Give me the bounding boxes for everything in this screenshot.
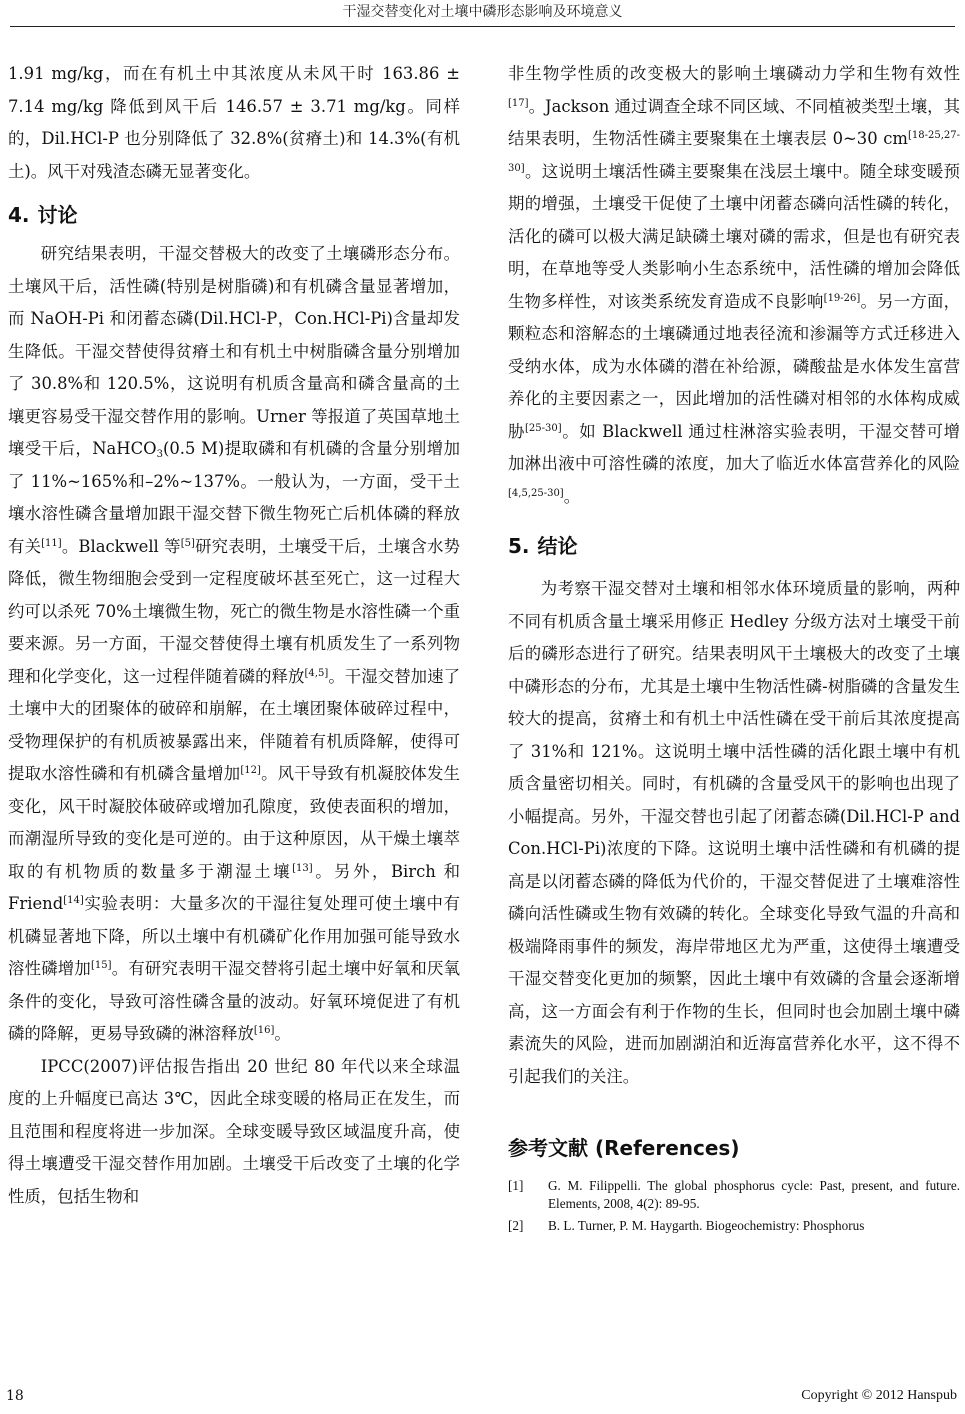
citation: [15] — [90, 960, 112, 971]
text-run: 。另外，Birch 和 Friend — [8, 861, 461, 913]
text-run: 。有研究表明干湿交替将引起土壤中好氧和厌氧条件的变化，导致可溶性磷含量的波动。好氧环境促进了有机磷的降解，更易导致磷的淋溶释放 — [8, 959, 461, 1043]
intro-paragraph: 1.91 mg/kg，而在有机土中其浓度从未风干时 163.86 ± 7.14 mg/kg 降低到风干后 146.57 ± 3.71 mg/kg。同样的，Dil.HCl-P 也分别降低了 32.8%(贫瘠土)和 14.3%(有机土)。风干对残渣态磷无显著变化。 — [8, 64, 460, 181]
section-4-title: 讨论 — [37, 203, 78, 227]
section-5-heading — [508, 531, 960, 561]
reference-number: [1] — [508, 1178, 524, 1193]
citation: [17] — [508, 97, 529, 109]
text-run: 。 — [563, 486, 581, 506]
citation: [19-26] — [823, 292, 861, 304]
text-run: 实验表明：大量多次的干湿往复处理可使土壤中有机磷显著地下降，所以土壤中有机磷矿化作用加强可能导致水溶性磷增加 — [8, 894, 460, 978]
header-rule — [10, 26, 955, 27]
text-run: 非生物学性质的改变极大的影响土壤磷动力学和生物有效性 — [508, 64, 960, 83]
text-run: 。风干导致有机凝胶体发生变化，风干时凝胶体破碎或增加孔隙度，致使表面积的增加，而潮湿所导致的变化是可逆的。由于这种原因，从干燥土壤萃取的有机物质的数量多于潮湿土壤 — [8, 764, 461, 881]
references-heading: 参考文献 (References) — [508, 1136, 740, 1160]
text-run: 研究表明，土壤受干后，土壤含水势降低，微生物细胞会受到一定程度破坏甚至死亡，这一过程大约可以杀死 70%土壤微生物，死亡的微生物是水溶性磷一个重要来源。另一方面，干湿交替使得土壤有机质发生了一系列物理和化学变化，这一过程伴随着磷的释放 — [8, 536, 461, 686]
running-head: 干湿交替变化对土壤中磷形态影响及环境意义 — [342, 4, 623, 20]
copyright-notice: Copyright © 2012 Hanspub — [801, 1388, 957, 1403]
reference-text: B. L. Turner, P. M. Haygarth. Biogeochemistry: Phosphorus — [548, 1218, 865, 1233]
section-5-title: 结论 — [537, 534, 578, 558]
page-number: 18 — [6, 1388, 24, 1404]
subscript: 3 — [156, 449, 163, 460]
citation: [18-25,27-30] — [508, 130, 960, 174]
citation: [16] — [253, 1025, 275, 1036]
citation: [12] — [240, 765, 261, 776]
right-column — [508, 58, 960, 1239]
reference-item — [508, 1177, 960, 1213]
text-run: 。Jackson 通过调查全球不同区域、不同植被类型土壤，其结果表明，生物活性磷主要聚集在土壤表层 0~30 cm — [508, 96, 960, 148]
text-run: 。 — [274, 1024, 291, 1043]
text-run: 。这说明土壤活性磷主要聚集在浅层土壤中。随全球变暖预期的增强，土壤受干促使了土壤中闭蓄态磷向活性磷的转化，活化的磷可以极大满足缺磷土壤对磷的需求，但是也有研究表明，在草地等受人类影响小生态系统中，活性磷的增加会降低生物多样性，对该类系统发育造成不良影响 — [508, 161, 960, 311]
section-4-number: 4. — [8, 203, 30, 227]
reference-number: [2] — [508, 1218, 524, 1233]
discussion-paragraph-2: IPCC(2007)评估报告指出 20 世纪 80 年代以来全球温度的上升幅度已高达 3℃，因此全球变暖的格局正在发生，而且范围和程度将进一步加深。全球变暖导致区域温度升高，使得土壤遭受干湿交替作用加剧。土壤受干后改变了土壤的化学性质，包括生物和 — [8, 1056, 460, 1206]
text-run: 。如 Blackwell 通过柱淋溶实验表明，干湿交替可增加淋出液中可溶性磷的浓度，加大了临近水体富营养化的风险 — [508, 421, 960, 473]
citation: [11] — [41, 537, 62, 549]
citation: [13] — [292, 862, 313, 874]
citation: [4,5] — [304, 667, 329, 679]
discussion-paragraph-2-continued — [508, 58, 960, 513]
discussion-paragraph-1 — [8, 238, 460, 1051]
conclusion-paragraph: 为考察干湿交替对土壤和相邻水体环境质量的影响，两种不同有机质含量土壤采用修正 Hedley 分级方法对土壤受干前后的磷形态进行了研究。结果表明风干土壤极大的改变了土壤中磷形态的分布，尤其是土壤中生物活性磷-树脂磷的含量发生较大的提高，贫瘠土和有机土中活性磷在受干前后其浓度提高了 31%和 121%。这说明土壤中活性磷的活化跟土壤中有机质含量密切相关。同时，有机磷的含量受风干的影响也出现了小幅提高。另外，干湿交替也引起了闭蓄态磷(Dil.HCl-P and Con.HCl-Pi)浓度的下降。这说明土壤中活性磷和有机磷的提高是以闭蓄态磷的降低为代价的，干湿交替促进了土壤难溶性磷向活性磷或生物有效磷的转化。全球变化导致气温的升高和极端降雨事件的频发，海岸带地区尤为严重，这使得土壤遭受干湿交替变化更加的频繁，因此土壤中有效磷的含量会逐渐增高，这一方面会有利于作物的生长，但同时也会加剧土壤中磷素流失的风险，进而加剧湖泊和近海富营养化水平，这不得不引起我们的关注。 — [508, 579, 960, 1086]
reference-text: G. M. Filippelli. The global phosphorus cycle: Past, present, and future. Elements, 2008, 4(2): 89-95. — [548, 1178, 960, 1211]
text-run: (0.5 M)提取磷和有机磷的含量分别增加了 11%~165%和–2%~137%。一般认为，一方面，受干土壤水溶性磷含量增加跟干湿交替下微生物死亡后机体磷的释放有关 — [8, 439, 460, 556]
section-4-heading — [8, 200, 460, 230]
reference-item — [508, 1217, 960, 1235]
citation: [5] — [180, 537, 195, 549]
section-5-number: 5. — [508, 534, 530, 558]
citation: [25-30] — [525, 422, 562, 434]
text-run: 。另一方面，颗粒态和溶解态的土壤磷通过地表径流和渗漏等方式迁移进入受纳水体，成为水体磷的潜在补给源，磷酸盐是水体发生富营养化的主要因素之一，因此增加的活性磷对相邻的水体构成威胁 — [508, 291, 960, 441]
citation: [4,5,25-30] — [508, 487, 564, 499]
citation: [14] — [63, 895, 84, 906]
text-run: 研究结果表明，干湿交替极大的改变了土壤磷形态分布。土壤风干后，活性磷(特别是树脂磷)和有机磷含量显著增加，而 NaOH-Pi 和闭蓄态磷(Dil.HCl-P，Con.HCl-Pi)含量却发生降低。干湿交替使得贫瘠土和有机土中树脂磷含量分别增加了 30.8%和 120.5%，这说明有机质含量高和磷含量高的土壤更容易受干湿交替作用的影响。Urner 等报道了英国草地土壤受干后，NaHCO — [8, 244, 460, 458]
left-column — [8, 58, 460, 1213]
text-run: 。干湿交替加速了土壤中大的团聚体的破碎和崩解，在土壤团聚体破碎过程中，受物理保护的有机质被暴露出来，伴随着有机质降解，使得可提取水溶性磷和有机磷含量增加 — [8, 666, 461, 783]
text-run: 。Blackwell 等 — [61, 536, 181, 556]
